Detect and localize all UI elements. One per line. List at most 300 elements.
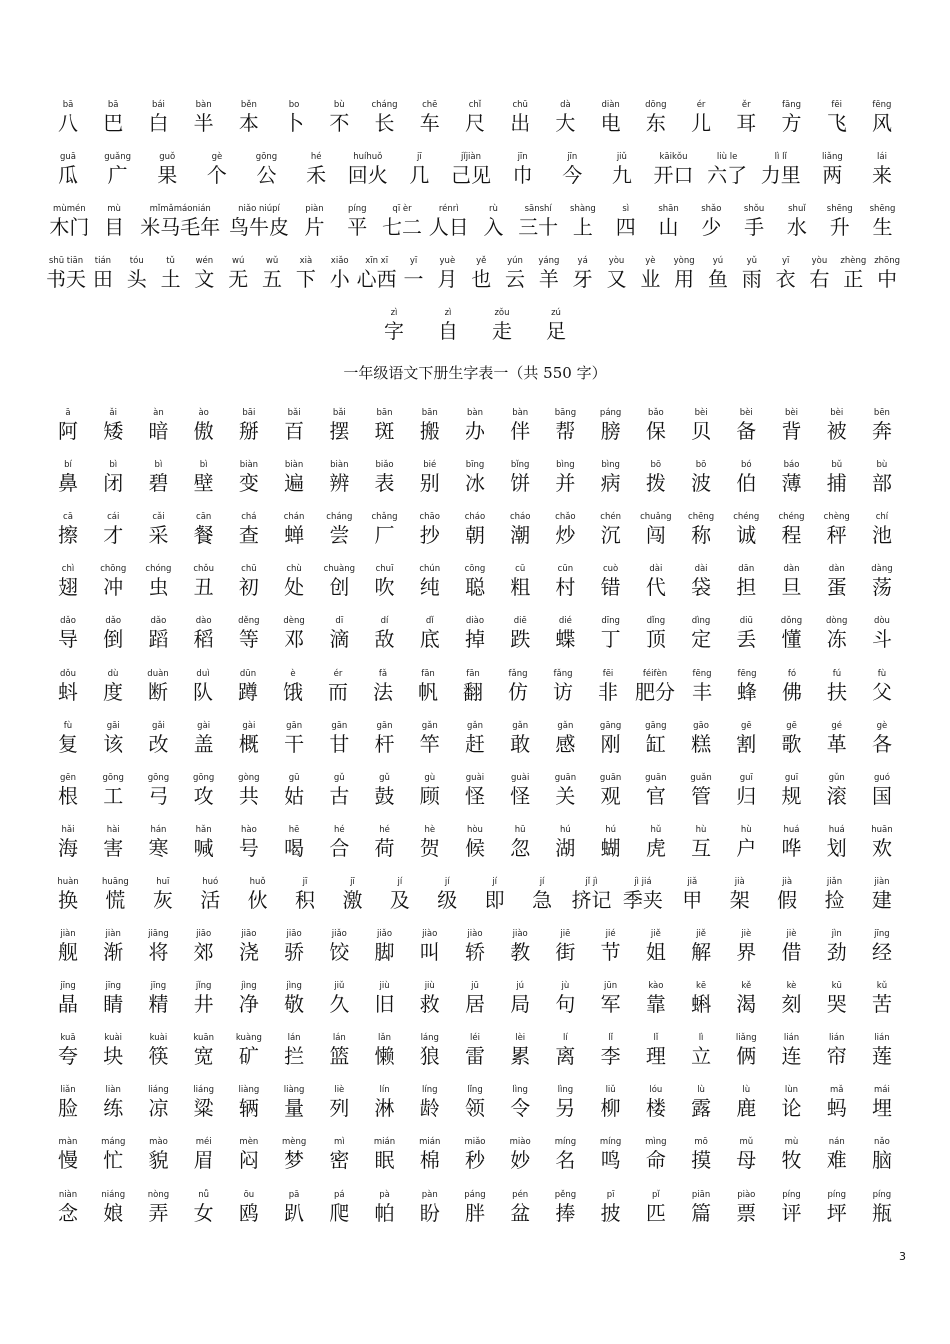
character-cell bbox=[136, 669, 180, 705]
hanzi-character: 复 bbox=[58, 731, 78, 756]
hanzi-character: 蝉 bbox=[284, 523, 305, 548]
hanzi-character: 正 bbox=[843, 267, 864, 291]
character-cell bbox=[770, 773, 814, 809]
pinyin-label: miào bbox=[509, 1137, 531, 1148]
hanzi-character: 鼻 bbox=[58, 471, 78, 496]
character-cell bbox=[425, 877, 469, 913]
hanzi-character: 少 bbox=[701, 215, 722, 239]
pinyin-label: bǎi bbox=[287, 408, 301, 418]
hanzi-character: 代 bbox=[645, 575, 666, 600]
pinyin-label: lí bbox=[563, 1033, 568, 1044]
character-cell bbox=[195, 152, 239, 188]
pinyin-label: nǎo bbox=[874, 1137, 890, 1148]
character-cell bbox=[378, 877, 422, 913]
hanzi-character: 蚪 bbox=[58, 679, 78, 704]
character-cell bbox=[724, 1137, 768, 1173]
pinyin-label: jīn bbox=[517, 152, 528, 162]
character-cell bbox=[91, 408, 135, 444]
hanzi-character: 水 bbox=[786, 215, 807, 239]
hanzi-character: 欢 bbox=[871, 835, 892, 860]
character-cell bbox=[472, 204, 515, 240]
pinyin-label: jiāo bbox=[286, 929, 302, 939]
character-cell bbox=[91, 669, 135, 705]
character-cell bbox=[317, 100, 361, 136]
character-cell bbox=[770, 100, 814, 136]
pinyin-label: féifèn bbox=[642, 668, 668, 679]
hanzi-character: 换 bbox=[58, 887, 78, 912]
character-cell bbox=[765, 877, 809, 913]
pinyin-label: gǎn bbox=[512, 720, 529, 731]
hanzi-character: 聪 bbox=[464, 575, 485, 600]
character-cell bbox=[735, 256, 769, 292]
character-cell bbox=[317, 721, 361, 757]
hanzi-character: 蹲 bbox=[238, 679, 258, 704]
character-cell bbox=[803, 256, 837, 292]
hanzi-character: 处 bbox=[284, 575, 305, 600]
character-cell bbox=[317, 1190, 361, 1226]
character-cell bbox=[815, 929, 859, 965]
pinyin-label: píng bbox=[348, 204, 367, 214]
pinyin-label: pà bbox=[379, 1189, 390, 1200]
pinyin-label: bù bbox=[876, 460, 888, 471]
character-cell bbox=[181, 669, 225, 705]
hanzi-character: 扶 bbox=[827, 679, 847, 704]
hanzi-character: 东 bbox=[645, 111, 666, 135]
hanzi-character: 怪 bbox=[464, 783, 485, 808]
character-cell bbox=[543, 1033, 587, 1069]
hanzi-character: 三十 bbox=[518, 215, 559, 239]
hanzi-character: 界 bbox=[736, 940, 757, 964]
pinyin-label: dǎo bbox=[60, 616, 76, 627]
character-cell bbox=[543, 512, 587, 548]
character-cell bbox=[498, 564, 542, 600]
character-cell bbox=[567, 877, 615, 913]
pinyin-label: rénrì bbox=[438, 204, 459, 214]
pinyin-label: bìng bbox=[601, 460, 620, 471]
hanzi-character: 月 bbox=[437, 267, 458, 291]
hanzi-character: 盖 bbox=[193, 731, 214, 756]
hanzi-character: 理 bbox=[645, 1044, 666, 1069]
pinyin-label: gāng bbox=[645, 720, 667, 731]
hanzi-character: 捧 bbox=[555, 1200, 576, 1225]
hanzi-character: 丁 bbox=[600, 627, 621, 652]
character-cell bbox=[498, 460, 542, 496]
hanzi-character: 大 bbox=[555, 111, 576, 135]
pinyin-label: píng bbox=[827, 1189, 846, 1200]
pinyin-label: lái bbox=[877, 152, 887, 162]
pinyin-label: guā bbox=[60, 152, 76, 162]
pinyin-label: dǎo bbox=[150, 616, 167, 627]
character-cell bbox=[91, 1033, 135, 1069]
hanzi-character: 斗 bbox=[871, 627, 892, 652]
hanzi-character: 伙 bbox=[247, 887, 268, 912]
hanzi-character: 海 bbox=[58, 835, 78, 860]
character-cell bbox=[227, 1137, 271, 1173]
character-cell bbox=[317, 616, 361, 652]
hanzi-character: 母 bbox=[736, 1148, 757, 1173]
pinyin-label: jiāo bbox=[241, 929, 257, 939]
character-cell bbox=[589, 100, 633, 136]
hanzi-character: 保 bbox=[645, 419, 666, 443]
pinyin-label: kē bbox=[695, 981, 707, 992]
hanzi-character: 寒 bbox=[148, 835, 169, 860]
hanzi-character: 池 bbox=[871, 523, 892, 548]
character-cell bbox=[426, 308, 470, 344]
pinyin-label: shàng bbox=[570, 204, 596, 214]
pinyin-label: shuǐ bbox=[788, 204, 806, 214]
hanzi-character: 块 bbox=[103, 1044, 124, 1069]
pinyin-label: cōng bbox=[464, 564, 486, 575]
pinyin-label: chán bbox=[283, 512, 305, 523]
character-cell bbox=[679, 100, 723, 136]
pinyin-label: guī bbox=[784, 772, 799, 783]
pinyin-label: cūn bbox=[557, 564, 574, 575]
character-cell bbox=[363, 721, 407, 757]
pinyin-label: guài bbox=[465, 772, 485, 783]
character-cell bbox=[317, 460, 361, 496]
pinyin-label: pěng bbox=[554, 1189, 577, 1200]
pinyin-label: jìn bbox=[831, 929, 842, 939]
pinyin-label: bān bbox=[376, 408, 393, 418]
hanzi-character: 粱 bbox=[193, 1096, 214, 1121]
character-cell bbox=[46, 1085, 90, 1121]
character-cell bbox=[543, 1085, 587, 1121]
character-cell bbox=[543, 616, 587, 652]
character-cell bbox=[363, 1085, 407, 1121]
hanzi-character: 法 bbox=[373, 679, 393, 704]
character-cell bbox=[589, 1033, 633, 1069]
pinyin-label: yú bbox=[712, 256, 724, 266]
hanzi-character: 断 bbox=[148, 679, 168, 704]
character-cell bbox=[187, 256, 221, 292]
hanzi-character: 骄 bbox=[284, 940, 305, 964]
hanzi-character: 趴 bbox=[284, 1200, 305, 1225]
character-cell bbox=[361, 669, 405, 705]
hanzi-character: 懂 bbox=[781, 627, 802, 652]
pinyin-label: miǎo bbox=[464, 1137, 486, 1148]
pinyin-label: jiàn bbox=[60, 929, 76, 939]
pinyin-label: jiāo bbox=[196, 929, 212, 939]
hanzi-character: 备 bbox=[736, 419, 757, 443]
pinyin-label: jiàn bbox=[874, 876, 890, 887]
character-cell bbox=[679, 981, 723, 1017]
hanzi-character: 荷 bbox=[374, 835, 395, 860]
hanzi-character: 闷 bbox=[238, 1148, 259, 1173]
hanzi-character: 湖 bbox=[555, 835, 576, 860]
hanzi-character: 管 bbox=[691, 783, 712, 808]
pinyin-label: ér bbox=[333, 668, 343, 679]
pinyin-label: chéng bbox=[733, 512, 760, 523]
hanzi-character: 跌 bbox=[510, 627, 531, 652]
hanzi-character: 季夹 bbox=[622, 887, 663, 912]
pinyin-label: gēn bbox=[59, 772, 76, 783]
pinyin-label: jìng bbox=[241, 981, 257, 992]
pinyin-label: pén bbox=[512, 1189, 529, 1200]
pinyin-label: guǒ bbox=[159, 152, 176, 162]
pinyin-label: dǐng bbox=[646, 616, 666, 627]
hanzi-character: 土 bbox=[160, 267, 181, 291]
hanzi-character: 捡 bbox=[824, 887, 845, 912]
hanzi-character: 中 bbox=[877, 267, 898, 291]
hanzi-character: 餐 bbox=[193, 523, 214, 548]
character-cell bbox=[769, 256, 803, 292]
character-row bbox=[46, 1133, 904, 1173]
hanzi-character: 匹 bbox=[645, 1200, 666, 1225]
character-cell bbox=[363, 929, 407, 965]
pinyin-label: kuā bbox=[60, 1033, 76, 1044]
pinyin-label: mǔ bbox=[739, 1137, 754, 1148]
pinyin-label: gài bbox=[242, 720, 256, 731]
character-cell bbox=[182, 981, 226, 1017]
hanzi-character: 字 bbox=[384, 319, 404, 343]
character-cell bbox=[589, 564, 633, 600]
hanzi-character: 宽 bbox=[193, 1044, 214, 1069]
character-cell bbox=[91, 616, 135, 652]
hanzi-character: 个 bbox=[206, 163, 227, 187]
character-cell bbox=[860, 564, 904, 600]
pinyin-label: diū bbox=[739, 616, 753, 627]
pinyin-label: liǔ bbox=[605, 1085, 616, 1096]
hanzi-character: 票 bbox=[736, 1200, 757, 1225]
pinyin-label: kuài bbox=[104, 1033, 123, 1044]
page-number: 3 bbox=[899, 1250, 906, 1263]
pinyin-label: jiào bbox=[422, 929, 438, 939]
pinyin-label: bái bbox=[151, 100, 165, 110]
pinyin-label: jǐjiàn bbox=[460, 152, 482, 162]
hanzi-character: 顾 bbox=[419, 783, 440, 808]
pinyin-label: chéng bbox=[778, 512, 805, 523]
pinyin-label: jià bbox=[734, 876, 745, 887]
pinyin-label: liàn bbox=[105, 1085, 121, 1096]
hanzi-character: 狼 bbox=[419, 1044, 440, 1069]
character-cell bbox=[815, 616, 859, 652]
character-cell bbox=[770, 460, 814, 496]
hanzi-character: 摆 bbox=[329, 419, 350, 443]
hanzi-character: 九 bbox=[611, 163, 632, 187]
pinyin-label: lín bbox=[379, 1085, 390, 1096]
character-cell bbox=[870, 256, 904, 292]
hanzi-character: 解 bbox=[691, 940, 712, 964]
hanzi-character: 互 bbox=[691, 835, 712, 860]
character-cell bbox=[532, 256, 566, 292]
hanzi-character: 怪 bbox=[510, 783, 531, 808]
hanzi-character: 卜 bbox=[284, 111, 305, 135]
pinyin-label: kū bbox=[831, 981, 842, 992]
pinyin-label: guān bbox=[645, 772, 667, 783]
hanzi-character: 木门 bbox=[49, 215, 90, 239]
hanzi-character: 竿 bbox=[419, 731, 440, 756]
character-cell bbox=[91, 512, 135, 548]
pinyin-label: lì bbox=[698, 1033, 704, 1044]
pinyin-label: fān bbox=[421, 668, 435, 679]
hanzi-character: 饿 bbox=[283, 679, 303, 704]
pinyin-label: fǎng bbox=[508, 668, 528, 679]
pinyin-label: kǔ bbox=[876, 981, 888, 992]
pinyin-label: páng bbox=[599, 408, 622, 418]
hanzi-character: 广 bbox=[107, 163, 128, 187]
pinyin-label: jiào bbox=[512, 929, 528, 939]
character-cell bbox=[860, 1033, 904, 1069]
hanzi-character: 轿 bbox=[464, 940, 485, 964]
pinyin-label: jiě bbox=[650, 929, 661, 939]
character-cell bbox=[776, 204, 819, 240]
character-cell bbox=[136, 460, 180, 496]
character-cell bbox=[408, 512, 452, 548]
character-cell bbox=[91, 981, 135, 1017]
hanzi-character: 井 bbox=[193, 992, 214, 1017]
character-cell bbox=[272, 929, 316, 965]
hanzi-character: 又 bbox=[606, 267, 627, 291]
pinyin-label: hǎn bbox=[195, 824, 212, 835]
character-cell bbox=[770, 825, 814, 861]
pinyin-label: gān bbox=[331, 720, 348, 731]
hanzi-character: 攻 bbox=[193, 783, 214, 808]
pinyin-label: bāi bbox=[242, 408, 256, 418]
hanzi-character: 刻 bbox=[781, 992, 802, 1017]
character-cell bbox=[543, 929, 587, 965]
hanzi-character: 回火 bbox=[347, 163, 388, 187]
hanzi-character: 蜂 bbox=[737, 679, 757, 704]
character-cell bbox=[227, 773, 271, 809]
hanzi-character: 翻 bbox=[463, 679, 483, 704]
character-cell bbox=[634, 929, 678, 965]
character-cell bbox=[406, 669, 450, 705]
hanzi-character: 秒 bbox=[464, 1148, 485, 1173]
hanzi-character: 娘 bbox=[103, 1200, 124, 1225]
pinyin-label: páng bbox=[464, 1189, 486, 1200]
pinyin-label: biǎo bbox=[375, 460, 394, 471]
character-cell bbox=[227, 1033, 271, 1069]
character-cell bbox=[136, 1190, 180, 1226]
pinyin-label: bí bbox=[64, 460, 72, 471]
pinyin-label: bǎo bbox=[647, 408, 664, 418]
character-cell bbox=[91, 460, 135, 496]
hanzi-character: 翅 bbox=[58, 575, 78, 600]
character-cell bbox=[543, 408, 587, 444]
pinyin-label: tǔ bbox=[166, 256, 175, 266]
hanzi-character: 列 bbox=[329, 1096, 350, 1121]
character-cell bbox=[272, 1190, 316, 1226]
hanzi-character: 两 bbox=[822, 163, 843, 187]
character-row bbox=[46, 665, 904, 705]
character-row bbox=[46, 977, 904, 1017]
character-cell bbox=[566, 256, 600, 292]
hanzi-character: 波 bbox=[691, 471, 712, 496]
pinyin-label: nǚ bbox=[198, 1189, 210, 1200]
hanzi-character: 归 bbox=[736, 783, 757, 808]
character-cell bbox=[136, 512, 180, 548]
hanzi-character: 车 bbox=[419, 111, 440, 135]
pinyin-label: lǐ bbox=[608, 1033, 613, 1044]
hanzi-character: 冻 bbox=[826, 627, 847, 652]
character-cell bbox=[272, 1085, 316, 1121]
hanzi-character: 访 bbox=[553, 679, 573, 704]
pinyin-label: shǒu bbox=[743, 204, 765, 214]
hanzi-character: 净 bbox=[238, 992, 259, 1017]
character-cell bbox=[498, 721, 542, 757]
character-cell bbox=[453, 512, 497, 548]
pinyin-label: lìng bbox=[512, 1085, 528, 1096]
hanzi-character: 方 bbox=[781, 111, 802, 135]
pinyin-label: chū bbox=[241, 564, 257, 575]
pinyin-label: fān bbox=[466, 668, 480, 679]
character-cell bbox=[272, 616, 316, 652]
character-cell bbox=[815, 460, 859, 496]
pinyin-label: hé bbox=[379, 824, 390, 835]
hanzi-character: 儿 bbox=[691, 111, 712, 135]
pinyin-label: yě bbox=[476, 256, 487, 266]
hanzi-character: 长 bbox=[374, 111, 395, 135]
hanzi-character: 村 bbox=[555, 575, 576, 600]
hanzi-character: 片 bbox=[304, 215, 325, 239]
pinyin-label: gōng bbox=[192, 772, 215, 783]
hanzi-character: 灰 bbox=[152, 887, 173, 912]
character-cell bbox=[272, 460, 316, 496]
hanzi-character: 袋 bbox=[691, 575, 712, 600]
hanzi-character: 连 bbox=[781, 1044, 802, 1069]
character-cell bbox=[589, 408, 633, 444]
pinyin-label: bèi bbox=[830, 408, 844, 418]
hanzi-character: 拨 bbox=[645, 471, 666, 496]
hanzi-character: 革 bbox=[826, 731, 847, 756]
hanzi-character: 军 bbox=[600, 992, 621, 1017]
pinyin-label: piān bbox=[691, 1189, 711, 1200]
character-cell bbox=[770, 1085, 814, 1121]
character-cell bbox=[46, 460, 90, 496]
hanzi-character: 部 bbox=[871, 471, 892, 496]
character-cell bbox=[480, 308, 524, 344]
hanzi-character: 该 bbox=[103, 731, 124, 756]
pinyin-label: lián bbox=[874, 1033, 890, 1044]
character-cell bbox=[182, 825, 226, 861]
hanzi-character: 用 bbox=[674, 267, 695, 291]
pinyin-label: bǐng bbox=[510, 460, 530, 471]
hanzi-character: 心西 bbox=[356, 267, 397, 291]
character-cell bbox=[724, 773, 768, 809]
character-cell bbox=[136, 721, 180, 757]
character-cell bbox=[724, 616, 768, 652]
hanzi-character: 抄 bbox=[419, 523, 440, 548]
pinyin-label: guī bbox=[739, 772, 753, 783]
hanzi-character: 积 bbox=[295, 887, 316, 912]
hanzi-character: 救 bbox=[419, 992, 440, 1017]
character-cell bbox=[680, 669, 724, 705]
hanzi-character: 朝 bbox=[464, 523, 485, 548]
pinyin-label: chǐ bbox=[468, 100, 482, 110]
pinyin-label: guài bbox=[511, 772, 530, 783]
character-cell bbox=[93, 877, 137, 913]
pinyin-label: jiě bbox=[696, 929, 707, 939]
hanzi-character: 苦 bbox=[871, 992, 892, 1017]
hanzi-character: 慌 bbox=[105, 887, 126, 912]
hanzi-character: 鸥 bbox=[238, 1200, 259, 1225]
pinyin-label: fēi bbox=[831, 100, 843, 110]
character-cell bbox=[543, 773, 587, 809]
character-cell bbox=[182, 1190, 226, 1226]
pinyin-label: hù bbox=[695, 824, 707, 835]
character-cell bbox=[690, 204, 733, 240]
character-cell bbox=[724, 512, 768, 548]
pinyin-label: piàn bbox=[305, 204, 324, 214]
pinyin-label: bèi bbox=[785, 408, 798, 418]
character-cell bbox=[317, 1033, 361, 1069]
character-cell bbox=[46, 721, 90, 757]
character-cell bbox=[815, 981, 859, 1017]
character-row bbox=[46, 769, 904, 809]
character-cell bbox=[724, 100, 768, 136]
character-cell bbox=[815, 1033, 859, 1069]
character-cell bbox=[679, 1085, 723, 1121]
